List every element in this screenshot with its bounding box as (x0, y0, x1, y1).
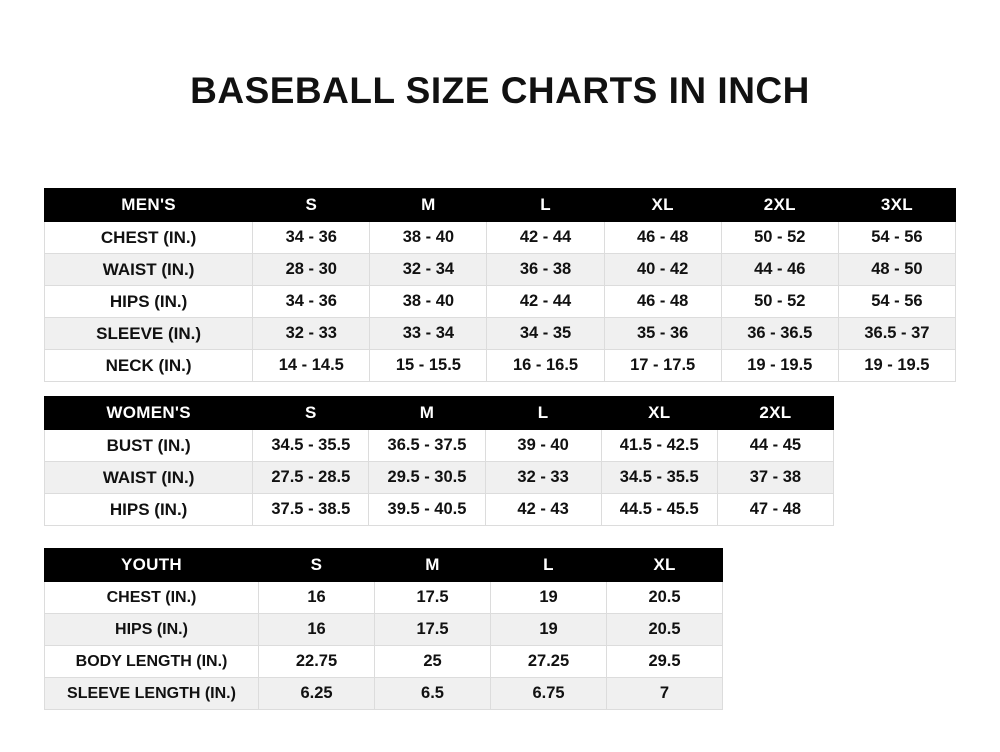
cell-value: 32 - 33 (485, 462, 601, 494)
womens-header-s: S (253, 397, 369, 430)
cell-value: 42 - 44 (487, 286, 604, 318)
cell-value: 34.5 - 35.5 (253, 430, 369, 462)
mens-header-xl: XL (604, 189, 721, 222)
youth-header-xl: XL (607, 549, 723, 582)
mens-header-s: S (253, 189, 370, 222)
cell-value: 34 - 36 (253, 286, 370, 318)
cell-value: 16 (259, 614, 375, 646)
cell-value: 27.5 - 28.5 (253, 462, 369, 494)
cell-value: 32 - 33 (253, 318, 370, 350)
cell-value: 37 - 38 (717, 462, 833, 494)
cell-value: 36 - 38 (487, 254, 604, 286)
table-row (45, 462, 834, 494)
cell-value: 36 - 36.5 (721, 318, 838, 350)
cell-value: 37.5 - 38.5 (253, 494, 369, 526)
cell-value: 32 - 34 (370, 254, 487, 286)
youth-header-l: L (491, 549, 607, 582)
table-header-row (45, 397, 834, 430)
cell-value: 6.25 (259, 678, 375, 710)
cell-value: 44.5 - 45.5 (601, 494, 717, 526)
row-label: SLEEVE (IN.) (45, 318, 253, 350)
table-row (45, 678, 723, 710)
row-label: WAIST (IN.) (45, 462, 253, 494)
cell-value: 39 - 40 (485, 430, 601, 462)
table-row (45, 582, 723, 614)
cell-value: 17.5 (375, 582, 491, 614)
table-header-row (45, 189, 956, 222)
mens-size-table (44, 188, 956, 382)
mens-header-l: L (487, 189, 604, 222)
cell-value: 36.5 - 37 (838, 318, 955, 350)
cell-value: 54 - 56 (838, 222, 955, 254)
row-label: HIPS (IN.) (45, 494, 253, 526)
cell-value: 16 (259, 582, 375, 614)
cell-value: 29.5 - 30.5 (369, 462, 485, 494)
youth-header-s: S (259, 549, 375, 582)
cell-value: 19 - 19.5 (838, 350, 955, 382)
mens-header-category: MEN'S (45, 189, 253, 222)
womens-header-l: L (485, 397, 601, 430)
cell-value: 34.5 - 35.5 (601, 462, 717, 494)
womens-header-xl: XL (601, 397, 717, 430)
cell-value: 38 - 40 (370, 222, 487, 254)
youth-table-header (45, 549, 723, 582)
row-label: HIPS (IN.) (45, 286, 253, 318)
cell-value: 27.25 (491, 646, 607, 678)
youth-header-category: YOUTH (45, 549, 259, 582)
mens-header-3xl: 3XL (838, 189, 955, 222)
cell-value: 36.5 - 37.5 (369, 430, 485, 462)
table-row (45, 318, 956, 350)
table-row (45, 222, 956, 254)
row-label: NECK (IN.) (45, 350, 253, 382)
cell-value: 50 - 52 (721, 286, 838, 318)
row-label: WAIST (IN.) (45, 254, 253, 286)
cell-value: 44 - 46 (721, 254, 838, 286)
table-row (45, 286, 956, 318)
mens-header-2xl: 2XL (721, 189, 838, 222)
cell-value: 40 - 42 (604, 254, 721, 286)
cell-value: 50 - 52 (721, 222, 838, 254)
cell-value: 7 (607, 678, 723, 710)
cell-value: 25 (375, 646, 491, 678)
table-row (45, 430, 834, 462)
womens-table-header (45, 397, 834, 430)
cell-value: 34 - 36 (253, 222, 370, 254)
mens-table-body (45, 222, 956, 382)
cell-value: 41.5 - 42.5 (601, 430, 717, 462)
cell-value: 17 - 17.5 (604, 350, 721, 382)
cell-value: 29.5 (607, 646, 723, 678)
row-label: HIPS (IN.) (45, 614, 259, 646)
cell-value: 46 - 48 (604, 222, 721, 254)
cell-value: 44 - 45 (717, 430, 833, 462)
row-label: SLEEVE LENGTH (IN.) (45, 678, 259, 710)
cell-value: 38 - 40 (370, 286, 487, 318)
cell-value: 6.75 (491, 678, 607, 710)
womens-size-table (44, 396, 834, 526)
table-header-row (45, 549, 723, 582)
cell-value: 39.5 - 40.5 (369, 494, 485, 526)
cell-value: 19 (491, 582, 607, 614)
table-row (45, 614, 723, 646)
cell-value: 35 - 36 (604, 318, 721, 350)
cell-value: 6.5 (375, 678, 491, 710)
cell-value: 20.5 (607, 582, 723, 614)
cell-value: 47 - 48 (717, 494, 833, 526)
womens-table-body (45, 430, 834, 526)
table-row (45, 350, 956, 382)
cell-value: 19 (491, 614, 607, 646)
cell-value: 19 - 19.5 (721, 350, 838, 382)
table-row (45, 494, 834, 526)
row-label: BODY LENGTH (IN.) (45, 646, 259, 678)
mens-header-m: M (370, 189, 487, 222)
page-title: BASEBALL SIZE CHARTS IN INCH (190, 70, 810, 111)
cell-value: 42 - 44 (487, 222, 604, 254)
womens-header-category: WOMEN'S (45, 397, 253, 430)
youth-table-body (45, 582, 723, 710)
table-row (45, 646, 723, 678)
youth-header-m: M (375, 549, 491, 582)
row-label: CHEST (IN.) (45, 222, 253, 254)
youth-size-table (44, 548, 723, 710)
cell-value: 33 - 34 (370, 318, 487, 350)
cell-value: 54 - 56 (838, 286, 955, 318)
cell-value: 20.5 (607, 614, 723, 646)
cell-value: 46 - 48 (604, 286, 721, 318)
cell-value: 22.75 (259, 646, 375, 678)
cell-value: 42 - 43 (485, 494, 601, 526)
cell-value: 15 - 15.5 (370, 350, 487, 382)
cell-value: 34 - 35 (487, 318, 604, 350)
cell-value: 17.5 (375, 614, 491, 646)
cell-value: 16 - 16.5 (487, 350, 604, 382)
cell-value: 28 - 30 (253, 254, 370, 286)
table-row (45, 254, 956, 286)
cell-value: 14 - 14.5 (253, 350, 370, 382)
row-label: CHEST (IN.) (45, 582, 259, 614)
womens-header-2xl: 2XL (717, 397, 833, 430)
mens-table-header (45, 189, 956, 222)
cell-value: 48 - 50 (838, 254, 955, 286)
row-label: BUST (IN.) (45, 430, 253, 462)
womens-header-m: M (369, 397, 485, 430)
